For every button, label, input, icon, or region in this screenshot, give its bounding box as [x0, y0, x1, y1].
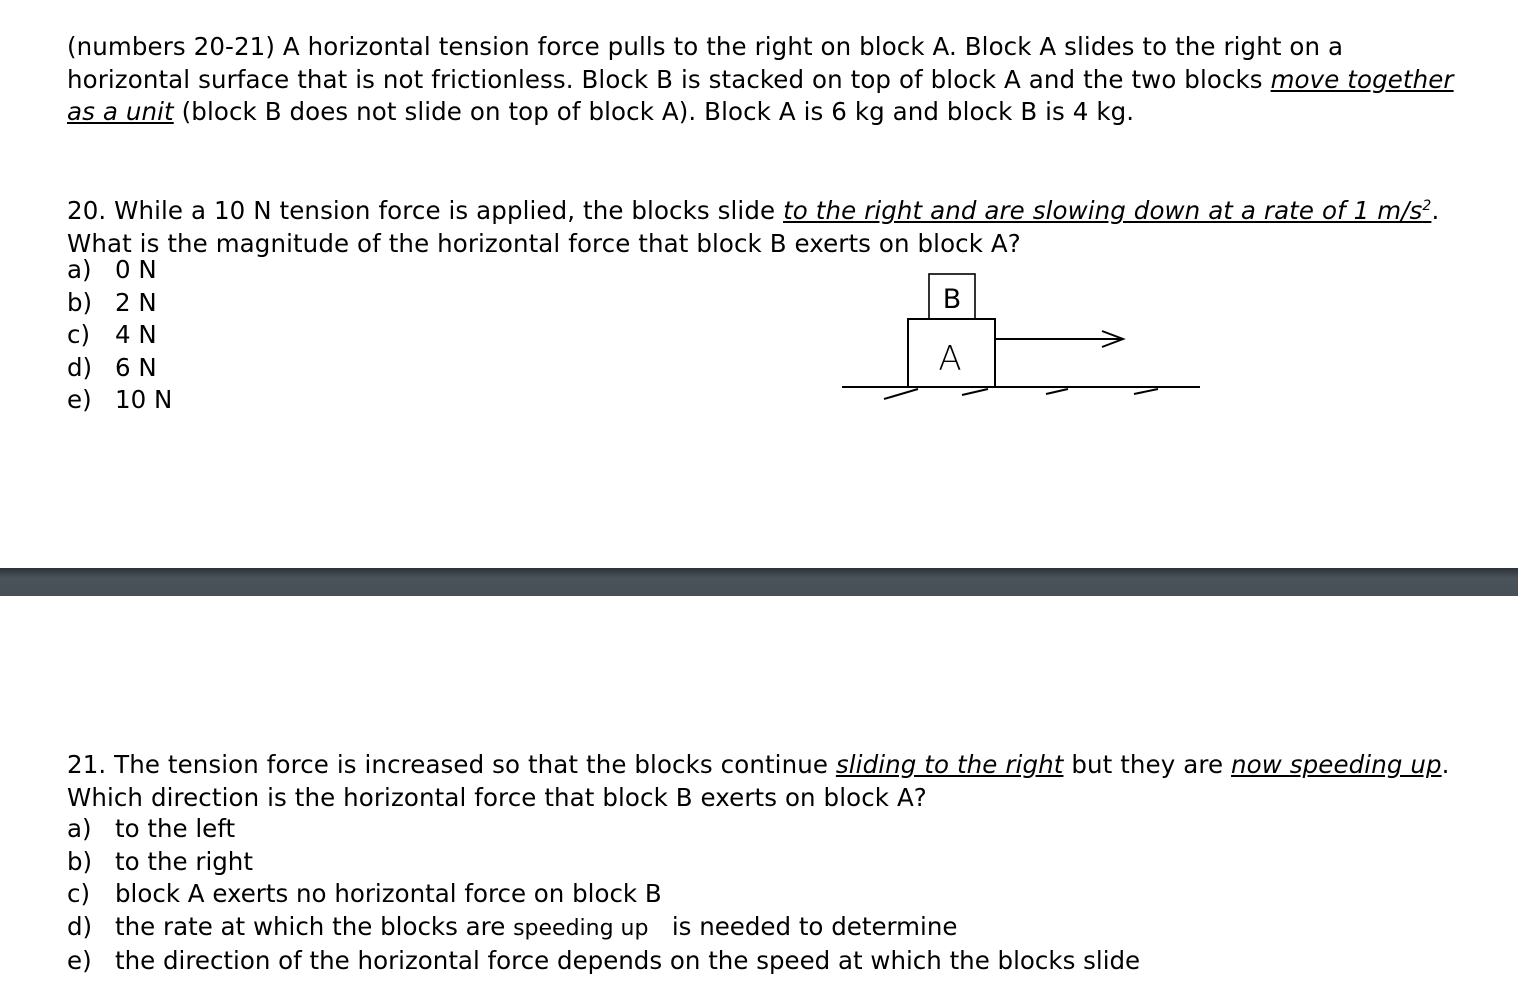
q21-options	[67, 813, 1140, 978]
q21-option-d-speeding-up: speeding up	[513, 915, 649, 941]
q20-stem	[67, 190, 1467, 260]
intro-emphasis: move together as a unit	[67, 64, 1454, 126]
q20-emphasis: to the right and are slowing down at a rate of 1 $m/s^2$	[783, 196, 1432, 226]
ground-hatch	[884, 389, 1158, 399]
q21-option-a[interactable]: a) to the left	[67, 814, 236, 843]
q21-stem	[67, 749, 1467, 814]
q21-emphasis-2: now speeding up	[1231, 750, 1442, 779]
page-divider	[0, 568, 1518, 596]
q21-option-c[interactable]: c) block A exerts no horizontal force on block B	[67, 879, 662, 908]
q20-tail: . What is the magnitude of the horizontal force that block B exerts on block A?	[67, 196, 1440, 258]
q21-mid: but they are	[1063, 750, 1232, 779]
q21-lead: 21. The tension force is increased so that the blocks continue	[67, 750, 836, 779]
q20-option-c[interactable]: c) 4 N	[67, 320, 157, 349]
q20-options	[67, 254, 172, 417]
q21-tail: . Which direction is the horizontal force that block B exerts on block A?	[67, 750, 1450, 812]
q20-option-d[interactable]: d) 6 N	[67, 352, 157, 382]
q20-option-e[interactable]: e) 10 N	[67, 385, 173, 414]
q20-lead: 20. While a 10 N tension force is applied, the blocks slide	[67, 196, 784, 226]
page-bottom	[0, 596, 1518, 988]
intro-paragraph	[67, 31, 1467, 129]
q21-option-d[interactable]: d) the rate at which the blocks are speeding up is needed to determine	[67, 911, 958, 941]
q20-option-a[interactable]: a) 0 N	[67, 255, 157, 284]
intro-tail: (block B does not slide on top of block A). Block A is 6 kg and block B is 4 kg.	[173, 97, 1135, 126]
intro-lead: (numbers 20-21) A horizontal tension force pulls to the right on block A. Block A slides to the right on a horizontal surface that is not frictionless. Block B is stacked on top of block A and the two blocks	[67, 32, 1344, 94]
q20-superscript: 2	[1422, 198, 1432, 214]
blocks-diagram	[840, 268, 1210, 408]
block-b-label: B	[942, 284, 962, 315]
q20-option-b[interactable]: b) 2 N	[67, 287, 157, 317]
q21-option-b[interactable]: b) to the right	[67, 846, 253, 876]
q21-emphasis-1: sliding to the right	[835, 750, 1064, 779]
q21-option-e[interactable]: e) the direction of the horizontal force depends on the speed at which the blocks slide	[67, 946, 1141, 975]
block-a-label: A	[938, 339, 962, 379]
